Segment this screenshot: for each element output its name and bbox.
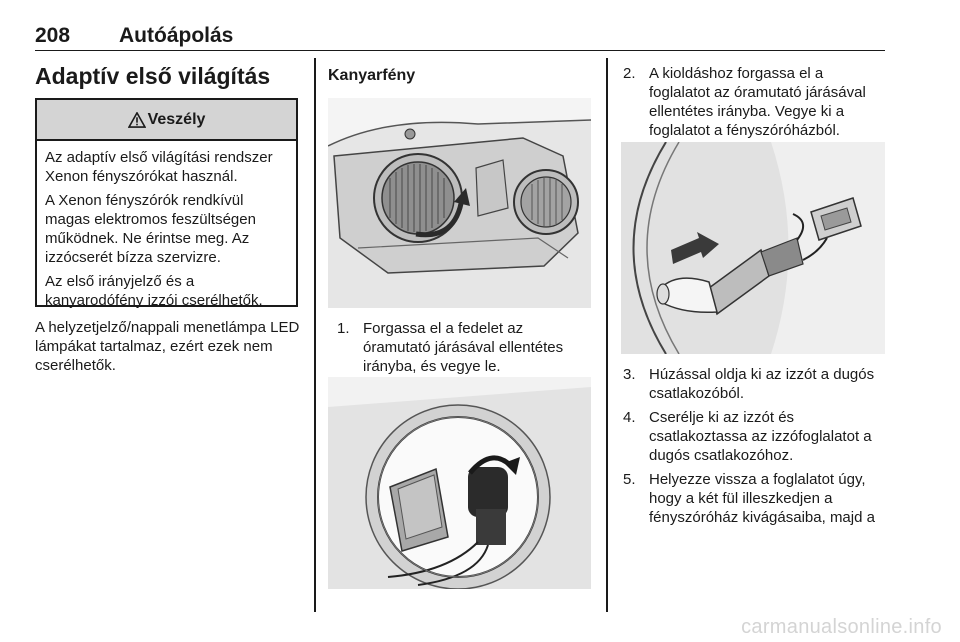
illustration-headlamp-cover (328, 98, 591, 308)
warning-paragraph: Az első irányjelző és a kanyarodófény izzói cserélhetők. (45, 273, 263, 309)
step-text: Húzással oldja ki az izzót a dugós csatlakozóból. (649, 366, 875, 402)
step-number: 5. (623, 471, 636, 488)
body-paragraph: A helyzetjelző/nappali menetlámpa LED lámpákat tartalmaz, ezért ezek nem cserélhetők. (35, 319, 300, 374)
step-text: Cserélje ki az izzót és csatlakoztassa az izzófoglalatot a dugós csatlakozóhoz. (649, 409, 872, 464)
step-number: 3. (623, 366, 636, 383)
step-number: 1. (337, 320, 350, 337)
subsection-heading: Kanyarfény (328, 67, 416, 84)
step-number: 4. (623, 409, 636, 426)
step-text: Helyezze vissza a foglalatot úgy, hogy a két fül illeszkedjen a fényszóróház kivágásaiba, majd a (649, 471, 875, 526)
illustration-bulb-socket (328, 377, 591, 589)
steps-list (337, 319, 587, 381)
list-item (623, 408, 889, 465)
list-item (623, 365, 889, 403)
step-text: Forgassa el a fedelet az óramutató járásával ellentétes irányba, és vegye le. (363, 320, 564, 375)
step-number: 2. (623, 65, 636, 82)
warning-header (37, 100, 296, 141)
list-item (337, 319, 587, 376)
warning-title: Veszély (147, 110, 206, 128)
warning-triangle-icon (128, 112, 146, 128)
column-divider-right (606, 58, 608, 612)
steps-list (623, 64, 885, 145)
page-heading: Adaptív első világítás (35, 63, 271, 89)
warning-paragraph: Az adaptív első világítási rendszer Xenon fényszórókat használ. (45, 149, 273, 185)
warning-box (35, 98, 298, 307)
list-item (623, 64, 885, 140)
column-divider-left (314, 58, 316, 612)
list-item (623, 470, 889, 527)
illustration-bulb-removal (621, 142, 885, 354)
warning-paragraph: A Xenon fényszórók rendkívül magas elektromos feszültségen működnek. Ne érintse meg. Az izzócserét bízza szervizre. (45, 192, 256, 266)
page-number: 208 (35, 24, 71, 47)
steps-list (623, 365, 889, 532)
watermark: carmanualsonline.info (741, 616, 942, 638)
page-header (35, 20, 885, 51)
step-text: A kioldáshoz forgassa el a foglalatot az óramutató járásával ellentétes irányba. Vegye ki a foglalatot a fényszóróházból. (649, 65, 866, 139)
section-title: Autóápolás (119, 24, 234, 47)
warning-body (37, 141, 296, 310)
